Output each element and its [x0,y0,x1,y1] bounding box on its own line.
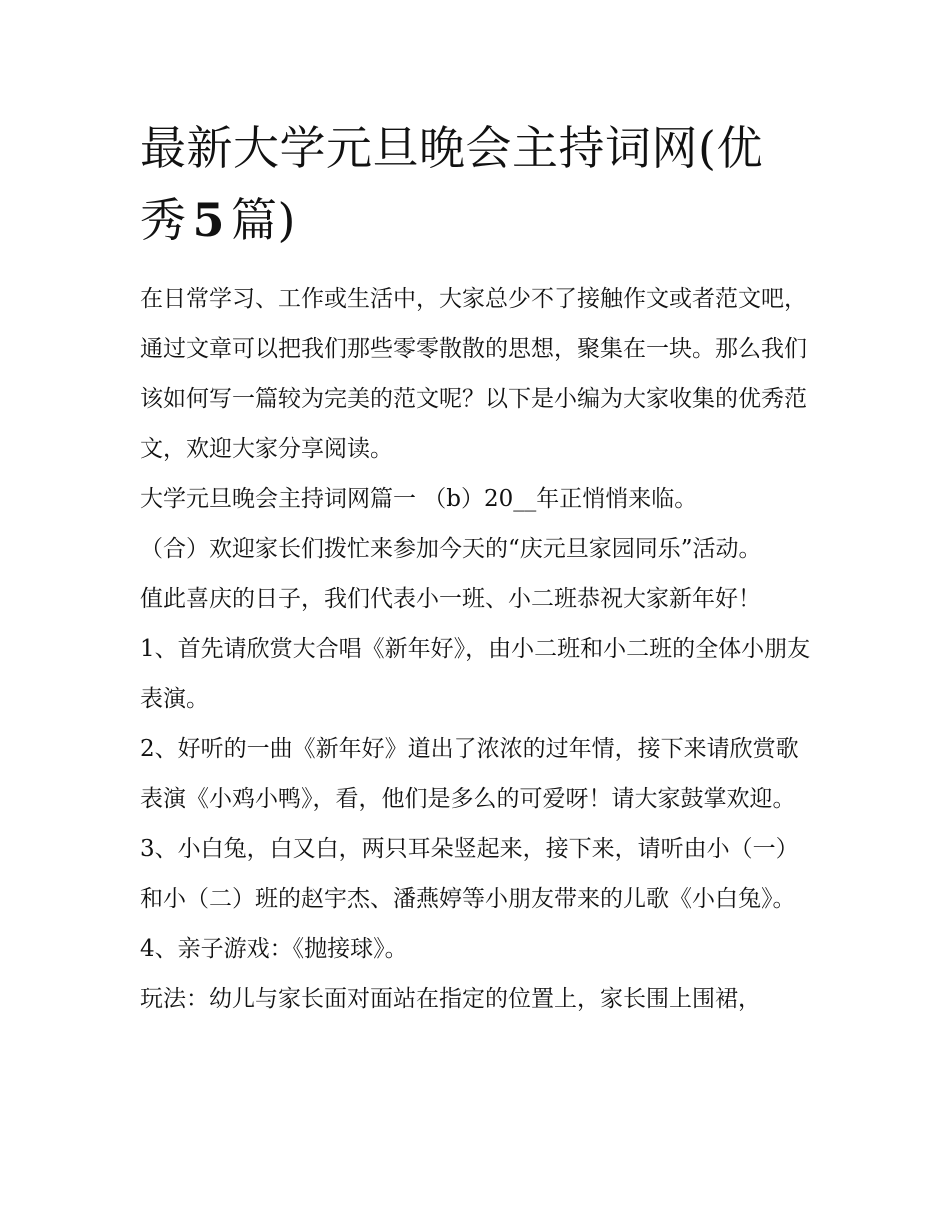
title-line-2b: 5 [192,193,226,247]
paragraph-intro: 在日常学习、工作或生活中，大家总少不了接触作文或者范文吧，通过文章可以把我们那些零零散散的思想，聚集在一块。那么我们该如何写一篇较为完美的范文呢？以下是小编为大家收集的优秀范文，欢迎大家分享阅读。 [140,286,807,462]
title-line-2a: 秀 [140,193,187,247]
paragraph-greeting: 值此喜庆的日子，我们代表小一班、小二班恭祝大家新年好！ [140,586,761,612]
document-title [140,112,820,256]
paragraph-section-heading: 大学元旦晚会主持词网篇一 （b）20__年正悄悄来临。 [140,486,698,512]
paragraph-item-2: 2、好听的一曲《新年好》道出了浓浓的过年情，接下来请欣赏歌表演《小鸡小鸭》，看，他们是多么的可爱呀！请大家鼓掌欢迎。 [140,736,799,812]
paragraph-game-rules: 玩法：幼儿与家长面对面站在指定的位置上，家长围上围裙， [140,986,761,1012]
document-page [140,112,820,1024]
title-line-1: 最新大学元旦晚会主持词网(优 [140,121,763,175]
paragraph-item-3: 3、小白兔，白又白，两只耳朵竖起来，接下来，请听由小（一）和小（二）班的赵宇杰、潘燕婷等小朋友带来的儿歌《小白兔》。 4、亲子游戏：《抛接球》。 [140,836,799,962]
paragraph-item-1: 1、首先请欣赏大合唱《新年好》，由小二班和小二班的全体小朋友表演。 [140,636,811,712]
title-line-2c: 篇) [231,193,296,247]
paragraph-welcome: （合）欢迎家长们拨忙来参加今天的“庆元旦家园同乐”活动。 [140,536,762,562]
